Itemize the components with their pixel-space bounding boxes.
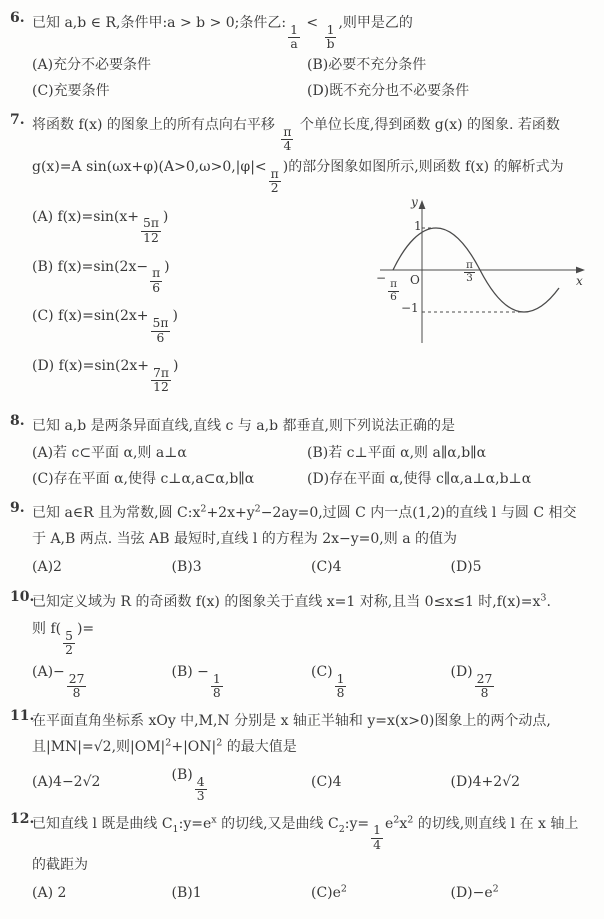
- option-a: (A) f(x)=sin(x+ $\frac{5\pi}{12}$ ): [32, 208, 169, 245]
- options-row: [32, 658, 590, 701]
- question-text: 已知 a,b 是两条异面直线,直线 c 与 a,b 都垂直,则下列说法正确的是: [32, 417, 455, 434]
- question-number: 8.: [10, 412, 25, 429]
- x-tick-right-label: $\frac{\pi}{3}$: [466, 259, 473, 285]
- option-b: (B) − $\frac{1}{8}$: [171, 663, 221, 701]
- options-row: [32, 761, 590, 804]
- question-number: 12.: [10, 810, 35, 827]
- x-axis-label: x: [576, 273, 583, 288]
- option-c: $(C)e^2$: [311, 883, 347, 902]
- option-d: (D)5: [450, 558, 482, 575]
- option-b: (B)3: [171, 558, 202, 575]
- option-b: (B)若 c⊥平面 α,则 a∥α,b∥α: [307, 444, 487, 461]
- question-text: 已知 a,b ∈ R,条件甲:a > b > 0;条件乙: $\frac{1}{a}$ < $\frac{1}{b}$ ,则甲是乙的: [32, 15, 413, 52]
- option-a: (A)2: [32, 558, 62, 575]
- option-c: (C)4: [311, 558, 342, 575]
- x-axis-arrow-icon: [576, 266, 585, 273]
- question-8: [10, 413, 590, 493]
- options-grid: [32, 52, 590, 105]
- question-11: [10, 708, 590, 804]
- option-a: (A)− $\frac{27}{8}$: [32, 663, 85, 701]
- question-number: 7.: [10, 112, 25, 129]
- option-c: (C)存在平面 α,使得 c⊥α,a⊂α,b∥α: [32, 471, 255, 488]
- option-c: (C) $\frac{1}{8}$: [311, 663, 345, 701]
- option-d: $(D)-e^2$: [450, 883, 499, 902]
- function-graph: [372, 194, 590, 350]
- y-axis-label: y: [411, 194, 418, 209]
- question-text: 已知 a∈R 且为常数,圆 $C:x^2+2x+y^2-2ay=0$,过圆 C 内一点(1,2)的直线 l 与圆 C 相交于 A,B 两点. 当弦 AB 最短时,直线 l 的方程为 2x−y=0,则 a 的值为: [32, 503, 577, 548]
- option-c: (C) f(x)=sin(2x+ $\frac{5\pi}{6}$ ): [32, 308, 178, 345]
- option-a: (A)若 c⊂平面 α,则 a⊥α: [32, 444, 187, 461]
- x-tick-left-label: − $\frac{\pi}{6}$: [376, 270, 397, 304]
- options-row: [32, 553, 590, 582]
- question-text: 在平面直角坐标系 xOy 中,M,N 分别是 x 轴正半轴和 y=x(x>0)图象上的两个动点,且|MN|=√2,则$|OM|^2+|ON|^2$ 的最大值是: [32, 712, 551, 756]
- option-c: (C)充要条件: [32, 83, 110, 100]
- sine-graph-svg: [372, 194, 590, 350]
- question-10: [10, 589, 590, 700]
- question-text: 将函数 f(x) 的图象上的所有点向右平移 $\frac{\pi}{4}$ 个单位长度,得到函数 g(x) 的图象. 若函数 g(x)=A sin(ωx+φ)(A>0,ω>0,|φ|< $\frac{\pi}{2}$ )的部分图象如图所示,则函数 f(x) 的解析式为: [32, 117, 564, 196]
- option-b: (B) $\frac{4}{3}$: [171, 766, 205, 804]
- question-text: 已知定义域为 R 的奇函数 f(x) 的图象关于直线 x=1 对称,且当 0≤x≤1 时$,f(x)=x^3$.: [32, 592, 551, 611]
- option-d: (D)存在平面 α,使得 c∥α,a⊥α,b⊥α: [307, 471, 532, 488]
- option-d: (D)4+2√2: [450, 773, 521, 790]
- question-9: [10, 500, 590, 583]
- question-text: 已知直线 l 既是曲线 $C_1:y=e^x$ 的切线,又是曲线 $C_2:y=$ $\frac{1}{4}$ $e^2x^2$ 的切线,则直线 l 在 x 轴上的截距为: [32, 813, 579, 874]
- options-grid: [32, 440, 590, 493]
- options-row: [32, 879, 590, 908]
- option-a: (A)4−2√2: [32, 773, 101, 790]
- origin-label: O: [410, 272, 420, 287]
- max-value-label: 1: [414, 218, 422, 233]
- question-number: 9.: [10, 499, 25, 516]
- question-text-continued: 则 f( $\frac{5}{2}$ )=: [32, 620, 95, 658]
- question-12: [10, 811, 590, 909]
- option-b: (B)1: [171, 885, 202, 902]
- y-axis-arrow-icon: [419, 200, 426, 209]
- question-6: [10, 10, 590, 105]
- question-7: [10, 112, 590, 406]
- question-7-body: [32, 196, 590, 406]
- question-number: 11.: [10, 707, 35, 724]
- options-list: [32, 196, 372, 406]
- option-b: (B)必要不充分条件: [307, 56, 427, 73]
- option-a: (A)充分不必要条件: [32, 56, 152, 73]
- min-value-label: −1: [401, 300, 419, 315]
- option-d: (D) $\frac{27}{8}$: [450, 663, 493, 701]
- question-number: 10.: [10, 589, 35, 606]
- option-d: (D) f(x)=sin(2x+ $\frac{7\pi}{12}$ ): [32, 358, 179, 395]
- option-c: (C)4: [311, 773, 342, 790]
- option-d: (D)既不充分也不必要条件: [307, 83, 470, 100]
- option-a: (A) 2: [32, 885, 67, 902]
- option-b: (B) f(x)=sin(2x− $\frac{\pi}{6}$ ): [32, 258, 170, 295]
- question-number: 6.: [10, 10, 25, 26]
